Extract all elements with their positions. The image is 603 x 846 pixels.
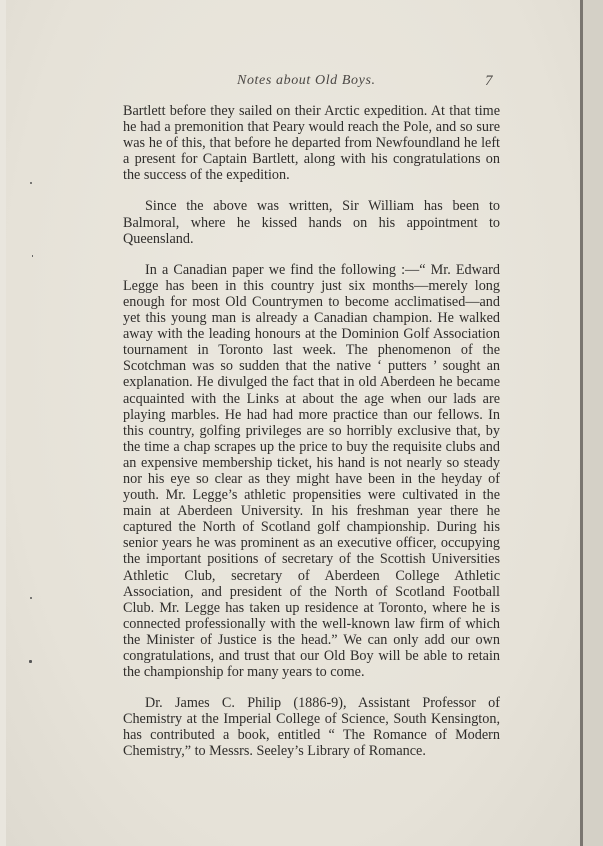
paragraph-sir-william: Since the above was written, Sir William has been to Balmoral, where he kissed hands on his appointment to Queensland. xyxy=(123,198,500,247)
paper-speck xyxy=(29,660,32,663)
paper-speck xyxy=(30,182,32,184)
running-title: Notes about Old Boys. xyxy=(237,73,376,88)
paragraph-james-philip: Dr. James C. Philip (1886-9), Assistant Professor of Chemistry at the Imperial College of Science, South Kensington, has contributed a book, entitled “ The Romance of Modern Chemistry,” to Messrs. Seeley’s Library of Romance. xyxy=(123,695,500,760)
paragraph-bartlett: Bartlett before they sailed on their Arctic expedition. At that time he had a premonition that Peary would reach the Pole, and so sure was he of this, that before he departed from Newfoundland he left a present for Captain Bartlett, along with his congratulations on the success of the expedition. xyxy=(123,103,500,184)
body-text xyxy=(123,103,500,775)
paper-speck xyxy=(30,597,32,599)
paragraph-edward-legge: In a Canadian paper we find the following :—“ Mr. Edward Legge has been in this country just six months—merely long enough for most Old Countrymen to become acclimatised—and yet this young man is already a Canadian champion. He walked away with the leading honours at the Dominion Golf Association tournament in Toronto last week. The phenomenon of the Scotchman was so sudden that the native ‘ putters ’ sought an explanation. He divulged the fact that in old Aberdeen he became acquainted with the Links at about the age when our lads are playing marbles. He had had more practice than our fellows. In this country, golfing privileges are so horribly exclusive that, by the time a chap scrapes up the price to buy the requisite clubs and an expensive membership ticket, his hand is not nearly so steady nor his eye so clear as they might have been in the heyday of youth. Mr. Legge’s athletic propensities were cultivated in the main at Aberdeen University. In his freshman year there he captured the North of Scotland golf championship. During his senior years he was prominent as an executive officer, occupying the important positions of secretary of the Scottish Universities Athletic Club, secretary of Aberdeen College Athletic Association, and president of the North of Scotland Football Club. Mr. Legge has taken up residence at Toronto, where he is connected professionally with the well-known law firm of which the Minister of Justice is the head.” We can only add our own congratulations, and trust that our Old Boy will be able to retain the championship for many years to come. xyxy=(123,261,500,681)
page-number: 7 xyxy=(485,73,493,89)
page-header xyxy=(6,73,603,93)
scan-margin xyxy=(583,0,603,846)
book-page xyxy=(6,0,581,846)
paper-speck xyxy=(32,255,33,257)
